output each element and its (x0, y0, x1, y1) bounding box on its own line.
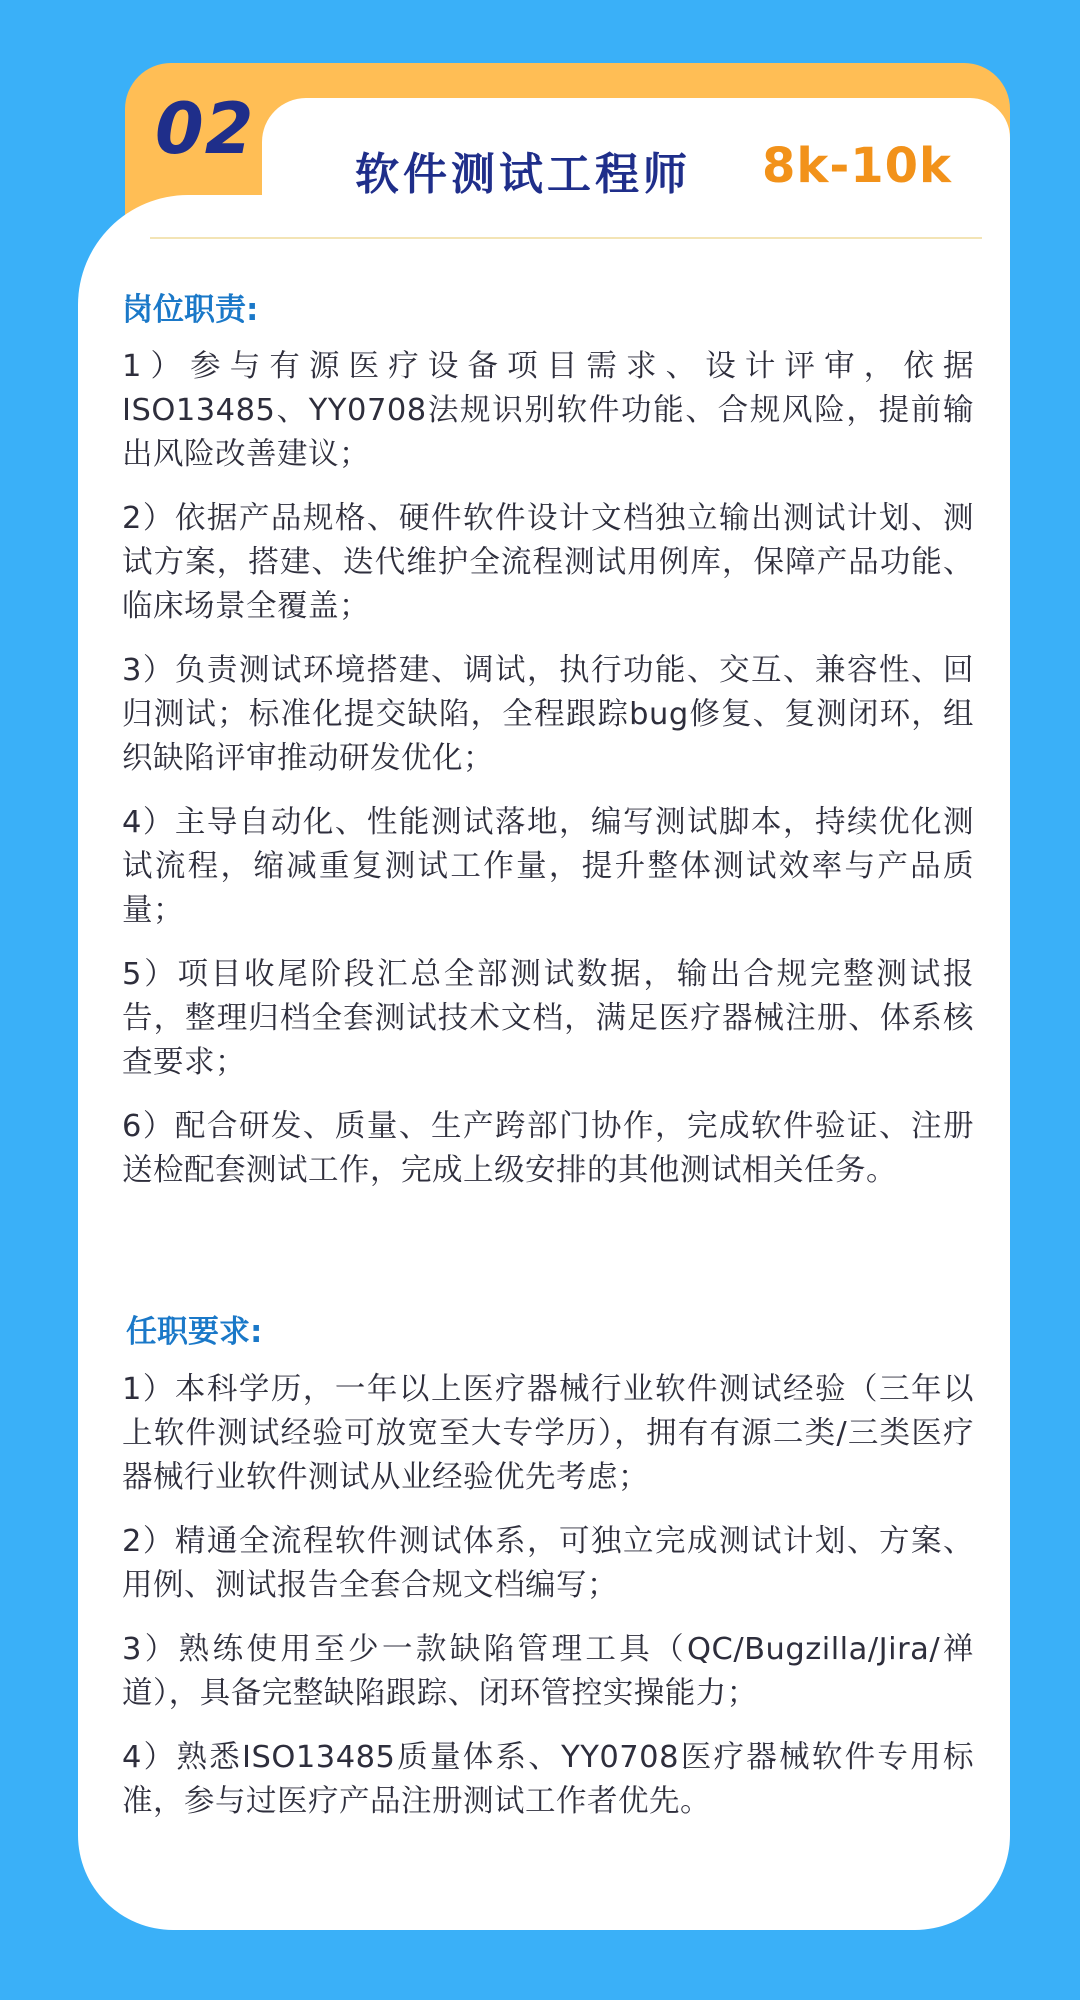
responsibilities-heading: 岗位职责: (122, 292, 259, 328)
list-item: 2）精通全流程软件测试体系，可独立完成测试计划、方案、用例、测试报告全套合规文档编写； (122, 1524, 974, 1603)
list-item: 2）依据产品规格、硬件软件设计文档独立输出测试计划、测试方案，搭建、迭代维护全流程测试用例库，保障产品功能、临床场景全覆盖； (122, 501, 974, 624)
job-title: 软件测试工程师 (355, 149, 691, 200)
list-item: 6）配合研发、质量、生产跨部门协作，完成软件验证、注册送检配套测试工作，完成上级安排的其他测试相关任务。 (122, 1109, 974, 1188)
list-item: 3）熟练使用至少一款缺陷管理工具（QC/Bugzilla/Jira/禅道），具备完整缺陷跟踪、闭环管控实操能力； (122, 1632, 974, 1711)
list-item: 4）熟悉ISO13485质量体系、YY0708医疗器械软件专用标准，参与过医疗产品注册测试工作者优先。 (122, 1740, 974, 1819)
requirements-list (122, 1368, 974, 1844)
list-item: 4）主导自动化、性能测试落地，编写测试脚本，持续优化测试流程，缩减重复测试工作量，提升整体测试效率与产品质量； (122, 805, 974, 928)
responsibilities-list (122, 345, 974, 1213)
salary-range: 8k-10k (762, 138, 952, 194)
header-divider (150, 237, 982, 239)
requirements-heading: 任职要求: (126, 1314, 263, 1350)
list-item: 1）本科学历，一年以上医疗器械行业软件测试经验（三年以上软件测试经验可放宽至大专学历），拥有有源二类/三类医疗器械行业软件测试从业经验优先考虑； (122, 1372, 974, 1495)
list-item: 5）项目收尾阶段汇总全部测试数据，输出合规完整测试报告，整理归档全套测试技术文档，满足医疗器械注册、体系核查要求； (122, 957, 974, 1080)
section-number: 02 (155, 88, 255, 170)
list-item: 1）参与有源医疗设备项目需求、设计评审，依据ISO13485、YY0708法规识别软件功能、合规风险，提前输出风险改善建议； (122, 349, 974, 472)
list-item: 3）负责测试环境搭建、调试，执行功能、交互、兼容性、回归测试；标准化提交缺陷，全程跟踪bug修复、复测闭环，组织缺陷评审推动研发优化； (122, 653, 974, 776)
